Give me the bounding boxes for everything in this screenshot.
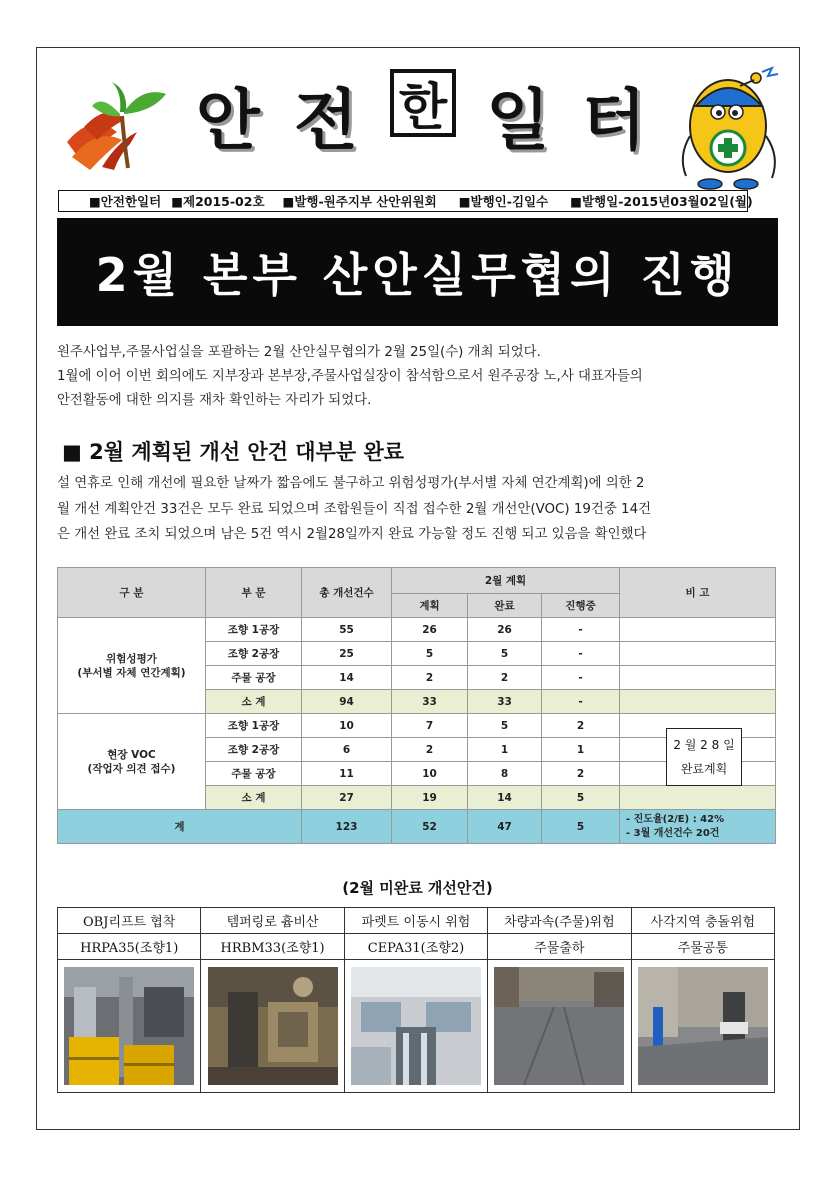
cell-progress: 1	[542, 738, 620, 762]
section-heading: ■ 2월 계획된 개선 안건 대부분 완료	[62, 440, 405, 464]
cell-total: 14	[302, 666, 392, 690]
item-title: 차량과속(주물)위험	[488, 908, 631, 934]
cell-plan: 10	[392, 762, 468, 786]
cell-remarks	[620, 618, 776, 642]
cell-total: 123	[302, 810, 392, 844]
cell-total: 6	[302, 738, 392, 762]
group-label-line: (작업자 의견 접수)	[87, 762, 176, 775]
title-char-4: 일	[486, 82, 550, 159]
header-total: 총 개선건수	[302, 568, 392, 618]
item-code: 주물공통	[631, 934, 774, 960]
item-title: 사각지역 충돌위험	[631, 908, 774, 934]
header-remarks: 비 고	[620, 568, 776, 618]
info-publisher: ■발행-원주지부 산안위원회	[282, 194, 437, 209]
cell-dept: 조향 1공장	[206, 714, 302, 738]
photo-cell	[58, 960, 201, 1093]
cell-progress: -	[542, 666, 620, 690]
cell-total: 10	[302, 714, 392, 738]
union-logo-icon	[62, 72, 177, 172]
cell-plan: 2	[392, 738, 468, 762]
header-category: 구 분	[58, 568, 206, 618]
issue-info-bar	[58, 190, 753, 212]
group-label-line: 현장 VOC	[107, 748, 156, 761]
info-newsletter-name: ■안전한일터	[89, 194, 162, 209]
title-char-1: 안	[196, 82, 260, 159]
header-plan: 계획	[392, 594, 468, 618]
cell-progress: 2	[542, 762, 620, 786]
cell-dept: 주물 공장	[206, 666, 302, 690]
furnace-photo	[208, 967, 338, 1085]
group-label-voc	[58, 714, 206, 810]
info-issue-number: ■제2015-02호	[171, 194, 265, 209]
item-title: 파렛트 이동시 위험	[344, 908, 487, 934]
section-body	[57, 471, 651, 548]
cell-plan: 2	[392, 666, 468, 690]
cell-total: 55	[302, 618, 392, 642]
headline-banner	[57, 218, 778, 326]
section-line-3: 은 개선 완료 조치 되었으며 남은 5건 역시 2월28일까지 완료 가능할 정도 진행 되고 있음을 확인했다	[57, 527, 647, 542]
section-line-1: 설 연휴로 인해 개선에 필요한 날짜가 짧음에도 불구하고 위험성평가(부서별 자체 연간계획)에 의한 2	[57, 476, 645, 491]
cell-plan: 52	[392, 810, 468, 844]
item-code: HRPA35(조향1)	[58, 934, 201, 960]
cell-dept: 조향 2공장	[206, 738, 302, 762]
masthead-title	[190, 64, 660, 174]
item-title: OBJ리프트 협착	[58, 908, 201, 934]
cell-plan: 5	[392, 642, 468, 666]
cell-done: 1	[468, 738, 542, 762]
intro-line-3: 안전활동에 대한 의지를 재차 확인하는 자리가 되었다.	[57, 393, 372, 408]
cell-done: 14	[468, 786, 542, 810]
cell-remarks	[620, 642, 776, 666]
item-code: HRBM33(조향1)	[201, 934, 344, 960]
cell-plan: 26	[392, 618, 468, 642]
section-line-2: 월 개선 계획안건 33건은 모두 완료 되었으며 조합원들이 직접 접수한 2월 개선안(VOC) 19건중 14건	[57, 501, 652, 517]
cell-done: 8	[468, 762, 542, 786]
cell-remarks	[620, 786, 776, 810]
info-editor: ■발행인-김일수	[458, 194, 549, 209]
info-publish-date: ■발행일-2015년03월02일(월)	[570, 194, 753, 209]
cell-dept: 주물 공장	[206, 762, 302, 786]
cell-dept: 소 계	[206, 786, 302, 810]
item-code: CEPA31(조향2)	[344, 934, 487, 960]
group-label-line: 위험성평가	[106, 652, 157, 665]
group-label-line: (부서별 자체 연간계획)	[77, 666, 186, 679]
cell-plan: 33	[392, 690, 468, 714]
photo-cell	[631, 960, 774, 1093]
cell-remarks	[620, 666, 776, 690]
cell-total-notes	[620, 810, 776, 844]
cell-plan: 19	[392, 786, 468, 810]
title-char-5: 터	[582, 82, 646, 159]
photo-cell	[488, 960, 631, 1093]
lift-photo	[64, 967, 194, 1085]
cell-done: 2	[468, 666, 542, 690]
table-row	[58, 618, 776, 642]
cell-remarks	[620, 690, 776, 714]
improvement-status-table	[57, 567, 776, 844]
photo-cell	[201, 960, 344, 1093]
title-char-2: 전	[294, 82, 358, 159]
header-plan-group: 2월 계획	[392, 568, 620, 594]
cell-total: 11	[302, 762, 392, 786]
cell-progress: -	[542, 690, 620, 714]
gallery-caption: (2월 미완료 개선안건)	[342, 879, 493, 897]
cell-dept: 소 계	[206, 690, 302, 714]
header-department: 부 문	[206, 568, 302, 618]
cell-total: 25	[302, 642, 392, 666]
stamp-date: 2 월 2 8 일	[673, 738, 735, 752]
pallet-photo	[351, 967, 481, 1085]
photo-cell	[344, 960, 487, 1093]
cell-total-label: 계	[58, 810, 302, 844]
cell-done: 5	[468, 714, 542, 738]
header-in-progress: 진행중	[542, 594, 620, 618]
cell-progress: 5	[542, 810, 620, 844]
cell-dept: 조향 2공장	[206, 642, 302, 666]
pending-items-gallery	[57, 907, 775, 1093]
blind-spot-photo	[638, 967, 768, 1085]
cell-dept: 조향 1공장	[206, 618, 302, 642]
group-label-risk	[58, 618, 206, 714]
cell-plan: 7	[392, 714, 468, 738]
cell-progress: 2	[542, 714, 620, 738]
cell-done: 33	[468, 690, 542, 714]
header-done: 완료	[468, 594, 542, 618]
intro-paragraph	[57, 341, 643, 413]
cell-done: 5	[468, 642, 542, 666]
stamp-label: 완료계획	[680, 762, 728, 776]
intro-line-2: 1월에 이어 이번 회의에도 지부장과 본부장,주물사업실장이 참석함으로서 원주공장 노,사 대표자들의	[57, 369, 643, 384]
safety-mascot-icon	[676, 66, 786, 190]
note-progress-rate: - 진도율(2/E) : 42%	[626, 813, 725, 825]
grand-total-row	[58, 810, 776, 844]
cell-done: 26	[468, 618, 542, 642]
cell-progress: -	[542, 618, 620, 642]
cell-progress: -	[542, 642, 620, 666]
cell-total: 94	[302, 690, 392, 714]
cell-done: 47	[468, 810, 542, 844]
item-title: 템퍼링로 흄비산	[201, 908, 344, 934]
cell-progress: 5	[542, 786, 620, 810]
title-char-boxed: 한	[390, 69, 456, 137]
note-march-count: - 3월 개선건수 20건	[626, 827, 720, 839]
headline-text: 2월 본부 산안실무협의 진행	[95, 248, 740, 302]
vehicle-road-photo	[494, 967, 624, 1085]
completion-plan-note	[666, 728, 742, 786]
item-code: 주물출하	[488, 934, 631, 960]
intro-line-1: 원주사업부,주물사업실을 포괄하는 2월 산안실무협의가 2월 25일(수) 개최 되었다.	[57, 345, 541, 360]
cell-total: 27	[302, 786, 392, 810]
